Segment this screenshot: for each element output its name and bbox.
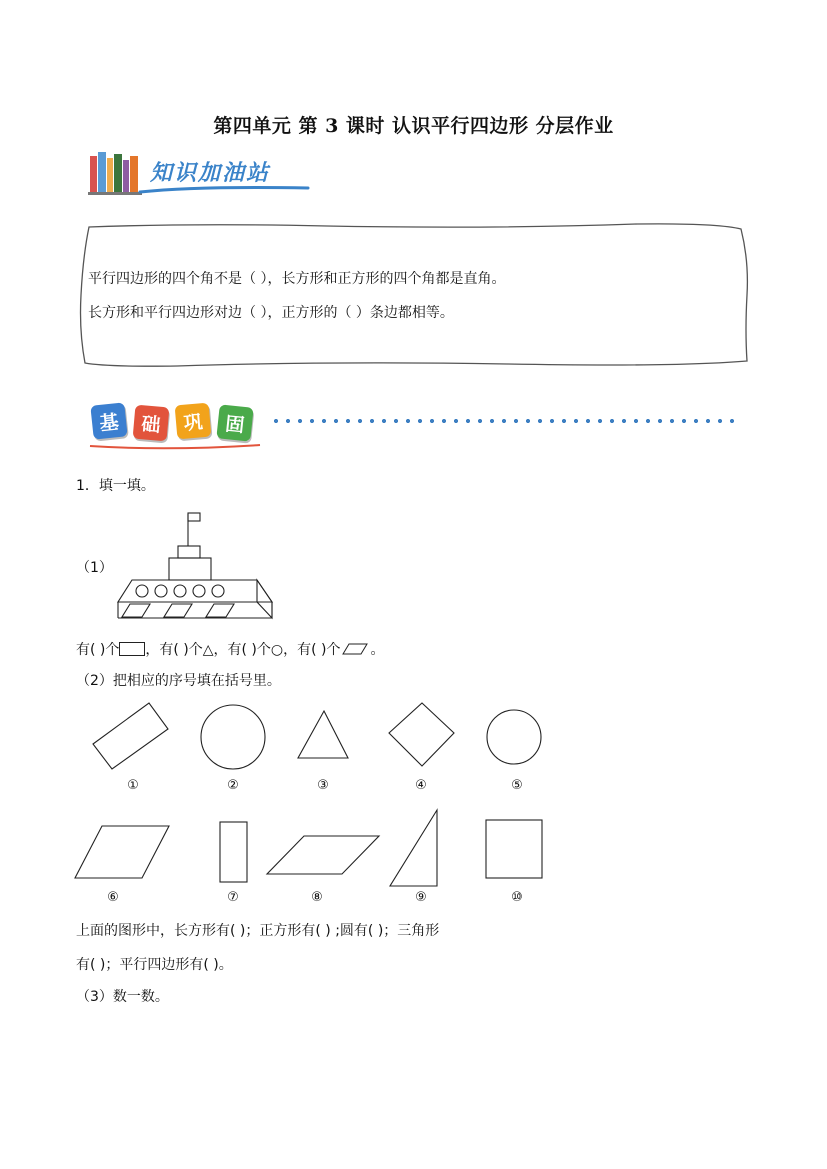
shape-9-triangle — [390, 810, 437, 886]
knowledge-banner-title: 知识加油站 — [150, 161, 271, 186]
knowledge-line-2: 长方形和平行四边形对边（ ），正方形的（ ）条边都相等。 — [88, 305, 454, 321]
basic-banner — [88, 402, 268, 448]
question-1-heading: 1．填一填。 — [76, 478, 155, 494]
part-1-label: （1） — [76, 560, 113, 576]
label-2: ② — [227, 778, 239, 793]
shape-4-square — [389, 703, 454, 766]
shapes-row-2 — [74, 808, 554, 890]
shape-10-square — [486, 820, 542, 878]
banner-tile-2: 础 — [133, 405, 170, 442]
counts-segment-3: 。 — [370, 642, 385, 658]
counts-segment-2: ，有( )个△，有( )个○，有( )个 — [145, 642, 341, 658]
label-4: ④ — [415, 778, 427, 793]
ship-figure — [114, 508, 284, 620]
label-3: ③ — [317, 778, 329, 793]
label-10: ⑩ — [511, 890, 523, 905]
shape-5-circle — [487, 710, 541, 764]
shape-1-rectangle — [93, 703, 168, 769]
banner-tile-4: 固 — [216, 404, 253, 441]
shape-3-triangle — [298, 711, 348, 758]
shape-7-rectangle — [220, 822, 247, 882]
banner-tile-3: 巩 — [175, 403, 212, 440]
answer-line-2: 有( )；平行四边形有( )。 — [76, 957, 233, 973]
banner-tile-1: 基 — [90, 402, 127, 439]
shape-6-parallelogram — [75, 826, 169, 878]
part-2-instruction: （2）把相应的序号填在括号里。 — [76, 673, 281, 689]
parallelogram-icon — [342, 643, 368, 655]
label-1: ① — [127, 778, 139, 793]
rectangle-icon — [119, 642, 145, 656]
knowledge-banner — [88, 148, 318, 198]
knowledge-box — [77, 221, 751, 369]
page-title: 第四单元 第 3 课时 认识平行四边形 分层作业 — [213, 115, 614, 137]
counts-line — [76, 639, 384, 659]
shape-8-parallelogram — [267, 836, 379, 874]
counts-segment-1: 有( )个 — [76, 642, 120, 658]
books-icon — [88, 150, 144, 196]
answer-line-1: 上面的图形中，长方形有( )；正方形有( ) ;圆有( )；三角形 — [76, 923, 440, 939]
label-6: ⑥ — [107, 890, 119, 905]
knowledge-line-1: 平行四边形的四个角不是（ ），长方形和正方形的四个角都是直角。 — [88, 271, 506, 287]
shape-2-circle — [201, 705, 265, 769]
label-9: ⑨ — [415, 890, 427, 905]
label-8: ⑧ — [311, 890, 323, 905]
dotted-divider — [270, 418, 740, 424]
shapes-row-1 — [90, 700, 570, 772]
label-5: ⑤ — [511, 778, 523, 793]
label-7: ⑦ — [227, 890, 239, 905]
part-3-instruction: （3）数一数。 — [76, 989, 169, 1005]
